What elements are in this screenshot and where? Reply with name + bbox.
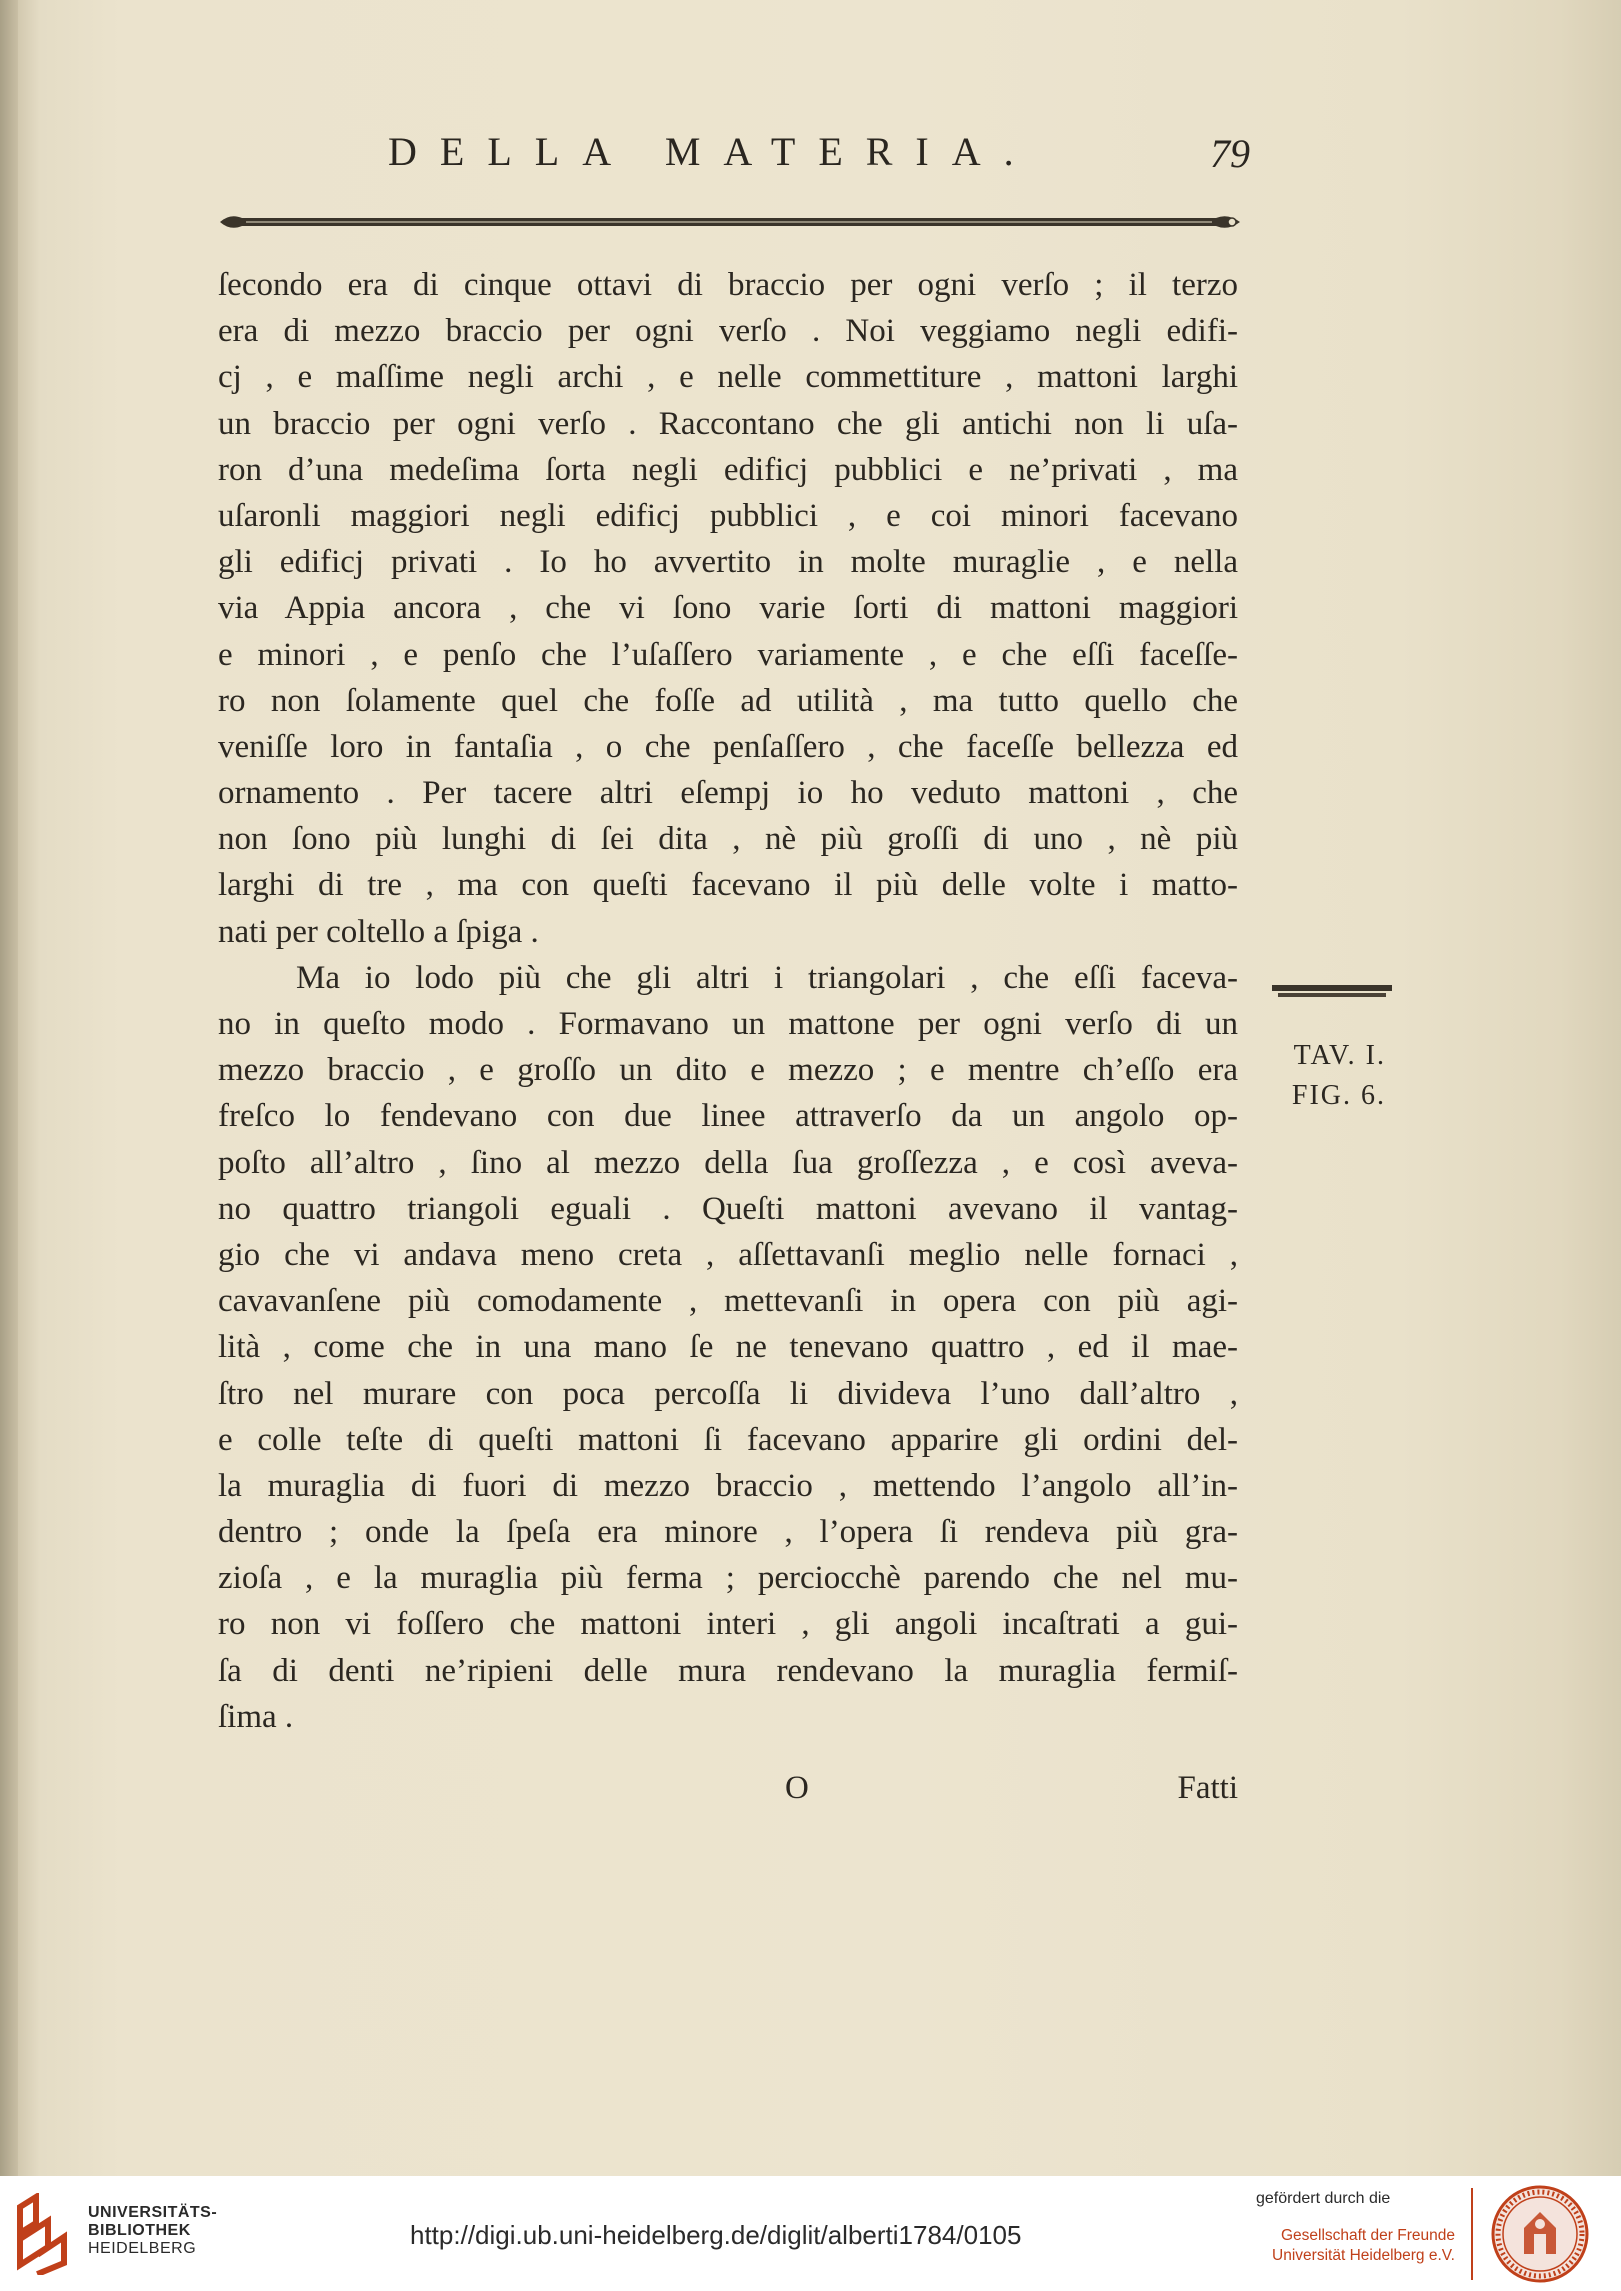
text-line: ro non ſolamente quel che foſſe ad utilità , ma tutto quello che	[218, 682, 1238, 719]
ub-heidelberg-logo-icon	[14, 2193, 70, 2275]
library-name-line: HEIDELBERG	[88, 2240, 197, 2257]
sponsor-caption: gefördert durch die	[1256, 2190, 1391, 2207]
text-line: uſaronli maggiori negli edificj pubblici , e coi minori facevano	[218, 497, 1238, 534]
text-line: cavavanſene più comodamente , mettevanſi in opera con più agi-	[218, 1283, 1238, 1320]
body-text	[218, 262, 1238, 1740]
footer-divider	[1471, 2188, 1473, 2280]
text-line: ornamento . Per tacere altri eſempj io ho veduto mattoni , che	[218, 775, 1238, 812]
text-line: zioſa , e la muraglia più ferma ; perciocchè parendo che nel mu-	[218, 1560, 1238, 1597]
text-line: no quattro triangoli eguali . Queſti mattoni avevano il vantag-	[218, 1190, 1238, 1227]
digitization-footer	[0, 2176, 1621, 2291]
text-line: ro non vi foſſero che mattoni interi , gli angoli incaſtrati a gui-	[218, 1606, 1238, 1643]
page-spine-shadow	[0, 0, 18, 2176]
text-line: e minori , e penſo che l’uſaſſero variamente , e che eſſi faceſſe-	[218, 636, 1238, 673]
figure-reference: FIG. 6.	[1291, 1080, 1386, 1111]
text-line: e colle teſte di queſti mattoni ſi facevano apparire gli ordini del-	[218, 1421, 1238, 1458]
permalink-url[interactable]: http://digi.ub.uni-heidelberg.de/diglit/alberti1784/0105	[410, 2220, 1022, 2250]
sponsor-name	[1262, 2226, 1455, 2266]
university-seal-icon	[1490, 2184, 1590, 2284]
plate-reference: TAV. I.	[1293, 1040, 1386, 1071]
text-line: freſco lo fendevano con due linee attraverſo da un angolo op-	[218, 1098, 1238, 1135]
library-name-line: BIBLIOTHEK	[88, 2222, 191, 2239]
text-line: ron d’una medeſima ſorta negli edificj pubblici e ne’privati , ma	[218, 451, 1238, 488]
text-line: la muraglia di fuori di mezzo braccio , mettendo l’angolo all’in-	[218, 1467, 1238, 1504]
page-number: 79	[1210, 131, 1250, 176]
text-line: ſima .	[218, 1698, 294, 1735]
margin-ornament-bar	[1272, 985, 1392, 999]
text-line: ſecondo era di cinque ottavi di braccio per ogni verſo ; il terzo	[218, 267, 1238, 303]
text-line: mezzo braccio , e groſſo un dito e mezzo ; e mentre ch’eſſo era	[218, 1052, 1238, 1089]
text-line: gio che vi andava meno creta , aſſettavanſi meglio nelle fornaci ,	[218, 1236, 1238, 1273]
text-line: cj , e maſſime negli archi , e nelle commettiture , mattoni larghi	[218, 359, 1238, 396]
text-line: dentro ; onde la ſpeſa era minore , l’opera ſi rendeva più gra-	[218, 1514, 1238, 1551]
text-line: gli edificj privati . Io ho avvertito in molte muraglie , e nella	[218, 544, 1238, 581]
text-line: no in queſto modo . Formavano un mattone per ogni verſo di un	[218, 1006, 1238, 1042]
signature-mark: O	[785, 1770, 809, 1806]
catchword: Fatti	[1177, 1770, 1238, 1806]
text-line-paragraph-start: Ma io lodo più che gli altri i triangolari , che eſſi faceva-	[296, 959, 1238, 996]
sponsor-name-line: Gesellschaft der Freunde	[1280, 2227, 1455, 2244]
page-header	[220, 128, 1250, 188]
ornamental-rule	[216, 210, 1246, 234]
text-line: via Appia ancora , che vi ſono varie ſorti di mattoni maggiori	[218, 590, 1238, 627]
text-line: ſtro nel murare con poca percoſſa li divideva l’uno dall’altro ,	[218, 1375, 1238, 1412]
text-line: veniſſe loro in fantaſia , o che penſaſſero , che faceſſe bellezza ed	[218, 728, 1238, 765]
text-line: ſa di denti ne’ripieni delle mura rendevano la muraglia fermiſ-	[218, 1652, 1238, 1689]
text-line: larghi di tre , ma con queſti facevano il più delle volte i matto-	[218, 867, 1238, 904]
text-line: poſto all’altro , ſino al mezzo della ſua groſſezza , e così aveva-	[218, 1144, 1238, 1181]
page-foot	[218, 1770, 1238, 1816]
text-line: un braccio per ogni verſo . Raccontano che gli antichi non li uſa-	[218, 405, 1238, 442]
text-line: lità , come che in una mano ſe ne tenevano quattro , ed il mae-	[218, 1329, 1238, 1366]
running-head: DELLA MATERIA.	[388, 129, 1037, 174]
margin-note	[1272, 985, 1402, 1116]
library-name-line: UNIVERSITÄTS-	[88, 2204, 218, 2221]
text-line: nati per coltello a ſpiga .	[218, 913, 539, 950]
text-line: era di mezzo braccio per ogni verſo . Noi veggiamo negli edifi-	[218, 313, 1238, 350]
library-name	[88, 2204, 217, 2258]
text-line: non ſono più lunghi di ſei dita , nè più groſſi di uno , nè più	[218, 821, 1238, 858]
sponsor-name-line: Universität Heidelberg e.V.	[1272, 2247, 1455, 2264]
